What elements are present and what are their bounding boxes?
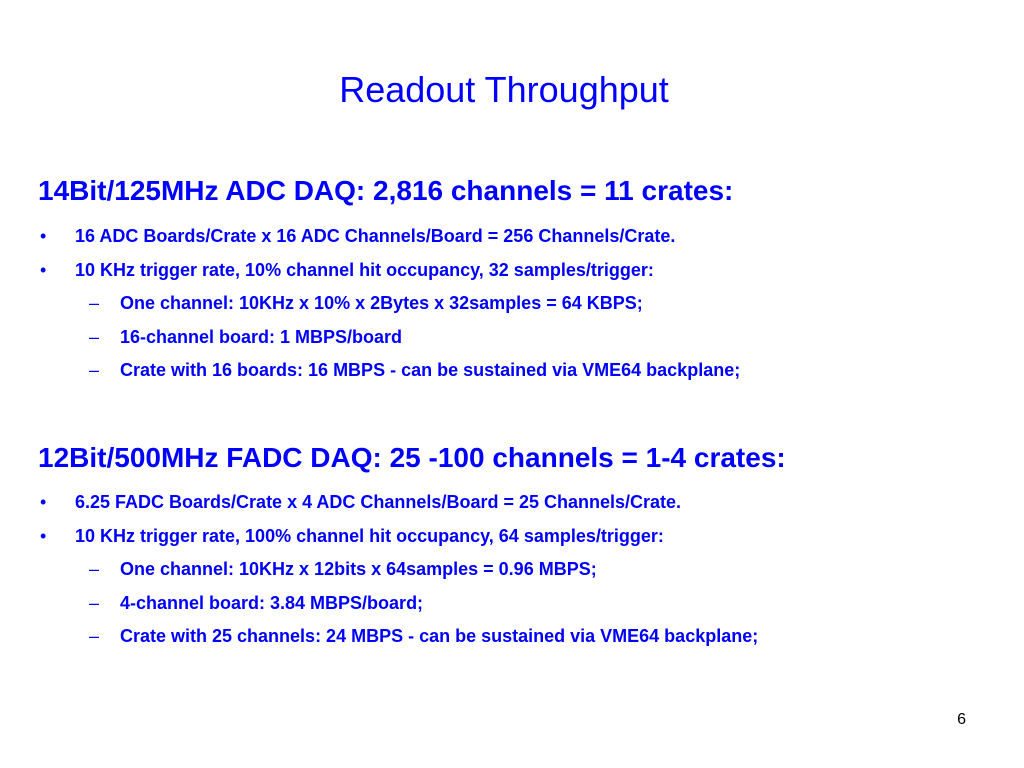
list-item-text: 6.25 FADC Boards/Crate x 4 ADC Channels/Board = 25 Channels/Crate. xyxy=(75,492,682,512)
bullet-marker: • xyxy=(40,525,47,546)
bullet-marker: • xyxy=(40,259,47,280)
list-item-text: Crate with 16 boards: 16 MBPS - can be sustained via VME64 backplane; xyxy=(120,360,741,380)
slide-title: Readout Throughput xyxy=(339,69,669,110)
list-item-text: Crate with 25 channels: 24 MBPS - can be sustained via VME64 backplane; xyxy=(120,626,759,646)
dash-marker: – xyxy=(89,360,100,380)
dash-marker: – xyxy=(89,626,100,646)
list-item-text: One channel: 10KHz x 12bits x 64samples = 0.96 MBPS; xyxy=(120,559,597,579)
page-number: 6 xyxy=(957,711,966,728)
list-item-text: 16-channel board: 1 MBPS/board xyxy=(120,326,403,347)
dash-marker: – xyxy=(89,326,100,347)
list-item-text: 10 KHz trigger rate, 100% channel hit occupancy, 64 samples/trigger: xyxy=(75,525,664,546)
list-item-text: 16 ADC Boards/Crate x 16 ADC Channels/Board = 256 Channels/Crate. xyxy=(75,226,676,246)
dash-marker: – xyxy=(89,293,100,313)
section-heading-fadc: 12Bit/500MHz FADC DAQ: 25 -100 channels = 1-4 crates: xyxy=(38,442,786,473)
list-item-text: One channel: 10KHz x 10% x 2Bytes x 32samples = 64 KBPS; xyxy=(120,293,643,313)
bullet-marker: • xyxy=(40,492,47,512)
section-heading-adc: 14Bit/125MHz ADC DAQ: 2,816 channels = 11 crates: xyxy=(38,175,734,206)
bullet-marker: • xyxy=(40,226,47,246)
list-item-text: 4-channel board: 3.84 MBPS/board; xyxy=(120,592,424,613)
dash-marker: – xyxy=(89,559,100,579)
list-item-text: 10 KHz trigger rate, 10% channel hit occupancy, 32 samples/trigger: xyxy=(75,259,654,280)
dash-marker: – xyxy=(89,592,100,613)
